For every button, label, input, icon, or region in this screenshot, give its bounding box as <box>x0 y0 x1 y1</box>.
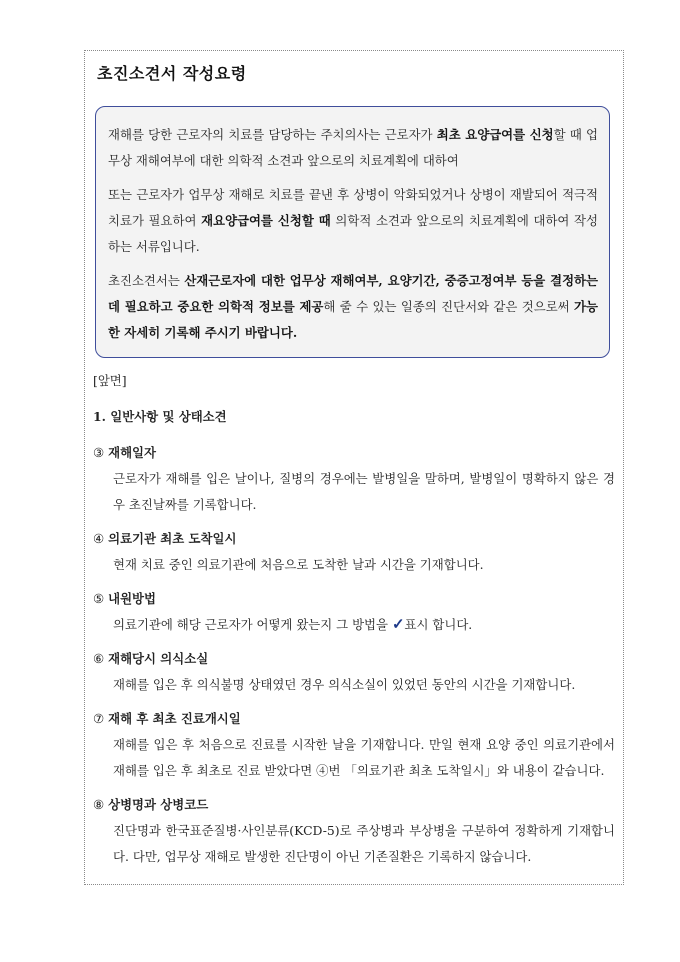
page-title: 초진소견서 작성요령 <box>97 64 247 83</box>
item-number: ⑤ <box>93 591 105 606</box>
item-title: 내원방법 <box>108 591 156 606</box>
item-number: ④ <box>93 531 105 546</box>
item-description-text: 표시 합니다. <box>404 617 473 632</box>
item-description: 근로자가 재해를 입은 날이나, 질병의 경우에는 발병일을 말하며, 발병일이 명확하지 않은 경우 초진날짜를 기록합니다. <box>113 471 615 512</box>
notice-box <box>95 106 610 358</box>
item-heading <box>93 646 615 672</box>
item-title: 재해일자 <box>108 445 156 460</box>
item-number: ⑥ <box>93 651 105 666</box>
item-description: 재해를 입은 후 의식불명 상태였던 경우 의식소실이 있었던 동안의 시간을 기재합니다. <box>113 677 576 692</box>
front-side-label: [앞면] <box>93 373 127 388</box>
emphasis-text: 최초 요양급여를 신청 <box>436 127 554 142</box>
body-text: 초진소견서는 <box>108 273 185 288</box>
item-heading <box>93 792 615 818</box>
item-title: 재해당시 의식소실 <box>108 651 209 666</box>
check-mark-icon: ✓ <box>391 615 405 633</box>
item-heading <box>93 440 615 466</box>
item-heading <box>93 526 615 552</box>
notice-paragraph-3 <box>108 268 598 346</box>
body-text: 의학적 소견과 앞으로의 치료계획에 대하여 작성하는 서류입니다. <box>108 213 598 254</box>
item-description: 진단명과 한국표준질병·사인분류(KCD-5)로 주상병과 부상병을 구분하여 정확하게 기재합니다. 다만, 업무상 재해로 발생한 진단명이 아닌 기존질환은 기록하지 않습니다. <box>113 823 615 864</box>
body-text: 할 때 업무상 재해여부에 대한 의학적 소견과 앞으로의 치료계획에 대하여 <box>108 127 598 168</box>
item-description: 재해를 입은 후 처음으로 진료를 시작한 날을 기재합니다. 만일 현재 요양 중인 의료기관에서 재해를 입은 후 최초로 진료 받았다면 ④번 「의료기관 최초 도착일시」와 내용이 같습니다. <box>113 737 615 778</box>
item-injury-date <box>93 440 615 518</box>
guide-content <box>93 368 615 878</box>
item-description <box>93 612 615 638</box>
body-text: 재해를 당한 근로자의 치료를 담당하는 주치의사는 근로자가 <box>108 127 437 142</box>
notice-paragraph-2 <box>108 182 598 260</box>
item-title: 재해 후 최초 진료개시일 <box>108 711 241 726</box>
item-number: ⑦ <box>93 711 105 726</box>
emphasis-text: 가능한 자세히 기록해 주시기 바랍니다. <box>108 299 598 340</box>
item-first-treatment-date <box>93 706 615 784</box>
item-heading <box>93 586 615 612</box>
item-first-arrival <box>93 526 615 578</box>
item-loss-of-consciousness <box>93 646 615 698</box>
item-number: ③ <box>93 445 105 460</box>
item-description-text: 의료기관에 해당 근로자가 어떻게 왔는지 그 방법을 <box>113 617 392 632</box>
emphasis-text: 재요양급여를 신청할 때 <box>201 213 331 228</box>
emphasis-text: 산재근로자에 대한 업무상 재해여부, 요양기간, 중증고정여부 등을 결정하는데 필요하고 중요한 의학적 정보를 제공 <box>108 273 598 314</box>
item-title: 의료기관 최초 도착일시 <box>108 531 237 546</box>
body-text: 또는 근로자가 업무상 재해로 치료를 끝낸 후 상병이 악화되었거나 상병이 재발되어 적극적 치료가 필요하여 <box>108 187 598 228</box>
item-heading <box>93 706 615 732</box>
item-number: ⑧ <box>93 797 105 812</box>
item-title: 상병명과 상병코드 <box>108 797 209 812</box>
item-visit-method <box>93 586 615 638</box>
item-description: 현재 치료 중인 의료기관에 처음으로 도착한 날과 시간을 기재합니다. <box>113 557 484 572</box>
notice-paragraph-1 <box>108 122 598 174</box>
item-diagnosis-code <box>93 792 615 870</box>
body-text: 해 줄 수 있는 일종의 진단서와 같은 것으로써 <box>323 299 575 314</box>
section-heading: 1. 일반사항 및 상태소견 <box>93 409 227 424</box>
